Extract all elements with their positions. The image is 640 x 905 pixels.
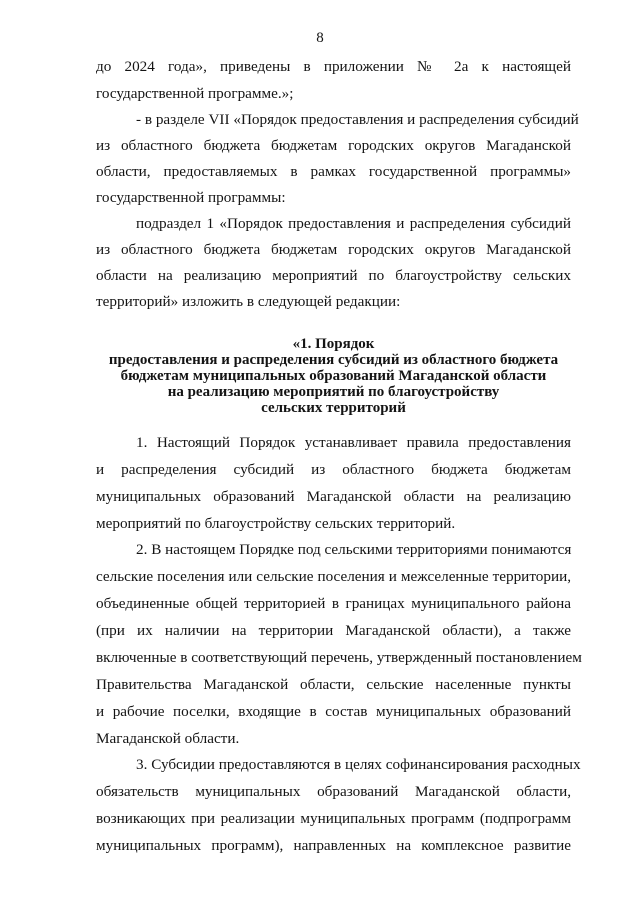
- text-line: и распределения субсидий из областного бюджета бюджетам: [96, 461, 571, 478]
- text-line: области, предоставляемых в рамках государственной программы»: [96, 163, 571, 180]
- text-line: государственной программе.»;: [96, 85, 294, 102]
- page-number: 8: [316, 30, 324, 46]
- text-line: до 2024 года», приведены в приложении № 2а к настоящей: [96, 58, 571, 75]
- text-line: - в разделе VII «Порядок предоставления и распределения субсидий: [136, 111, 579, 128]
- section-heading-line: бюджетам муниципальных образований Магаданской области: [120, 368, 547, 384]
- text-line: области на реализацию мероприятий по благоустройству сельских: [96, 267, 571, 284]
- text-line: подраздел 1 «Порядок предоставления и распределения субсидий: [136, 215, 571, 232]
- text-line: муниципальных программ), направленных на комплексное развитие: [96, 837, 571, 854]
- text-line: Магаданской области.: [96, 730, 240, 747]
- text-line: 2. В настоящем Порядке под сельскими территориями понимаются: [136, 541, 572, 558]
- section-heading-line: на реализацию мероприятий по благоустройству: [167, 384, 500, 400]
- text-line: государственной программы:: [96, 189, 286, 206]
- text-line: мероприятий по благоустройству сельских территорий.: [96, 515, 456, 532]
- text-line: муниципальных образований Магаданской области на реализацию: [96, 488, 571, 505]
- section-heading-line: сельских территорий: [261, 400, 406, 416]
- text-line: (при их наличии на территории Магаданской области), а также: [96, 622, 571, 639]
- text-line: из областного бюджета бюджетам городских округов Магаданской: [96, 241, 571, 258]
- text-line: Правительства Магаданской области, сельские населенные пункты: [96, 676, 571, 693]
- text-line: объединенные общей территорией в границах муниципального района: [96, 595, 571, 612]
- text-line: сельские поселения или сельские поселения и межселенные территории,: [96, 568, 571, 585]
- text-line: обязательств муниципальных образований Магаданской области,: [96, 783, 571, 800]
- text-line: возникающих при реализации муниципальных программ (подпрограмм: [96, 810, 571, 827]
- text-line: из областного бюджета бюджетам городских округов Магаданской: [96, 137, 571, 154]
- text-line: 1. Настоящий Порядок устанавливает правила предоставления: [136, 434, 571, 451]
- text-line: включенные в соответствующий перечень, утвержденный постановлением: [96, 649, 582, 666]
- section-heading-line: «1. Порядок: [292, 336, 375, 352]
- section-heading-line: предоставления и распределения субсидий из областного бюджета: [108, 352, 559, 368]
- text-line: территорий» изложить в следующей редакции:: [96, 293, 401, 310]
- text-line: и рабочие поселки, входящие в состав муниципальных образований: [96, 703, 571, 720]
- text-line: 3. Субсидии предоставляются в целях софинансирования расходных: [136, 756, 581, 773]
